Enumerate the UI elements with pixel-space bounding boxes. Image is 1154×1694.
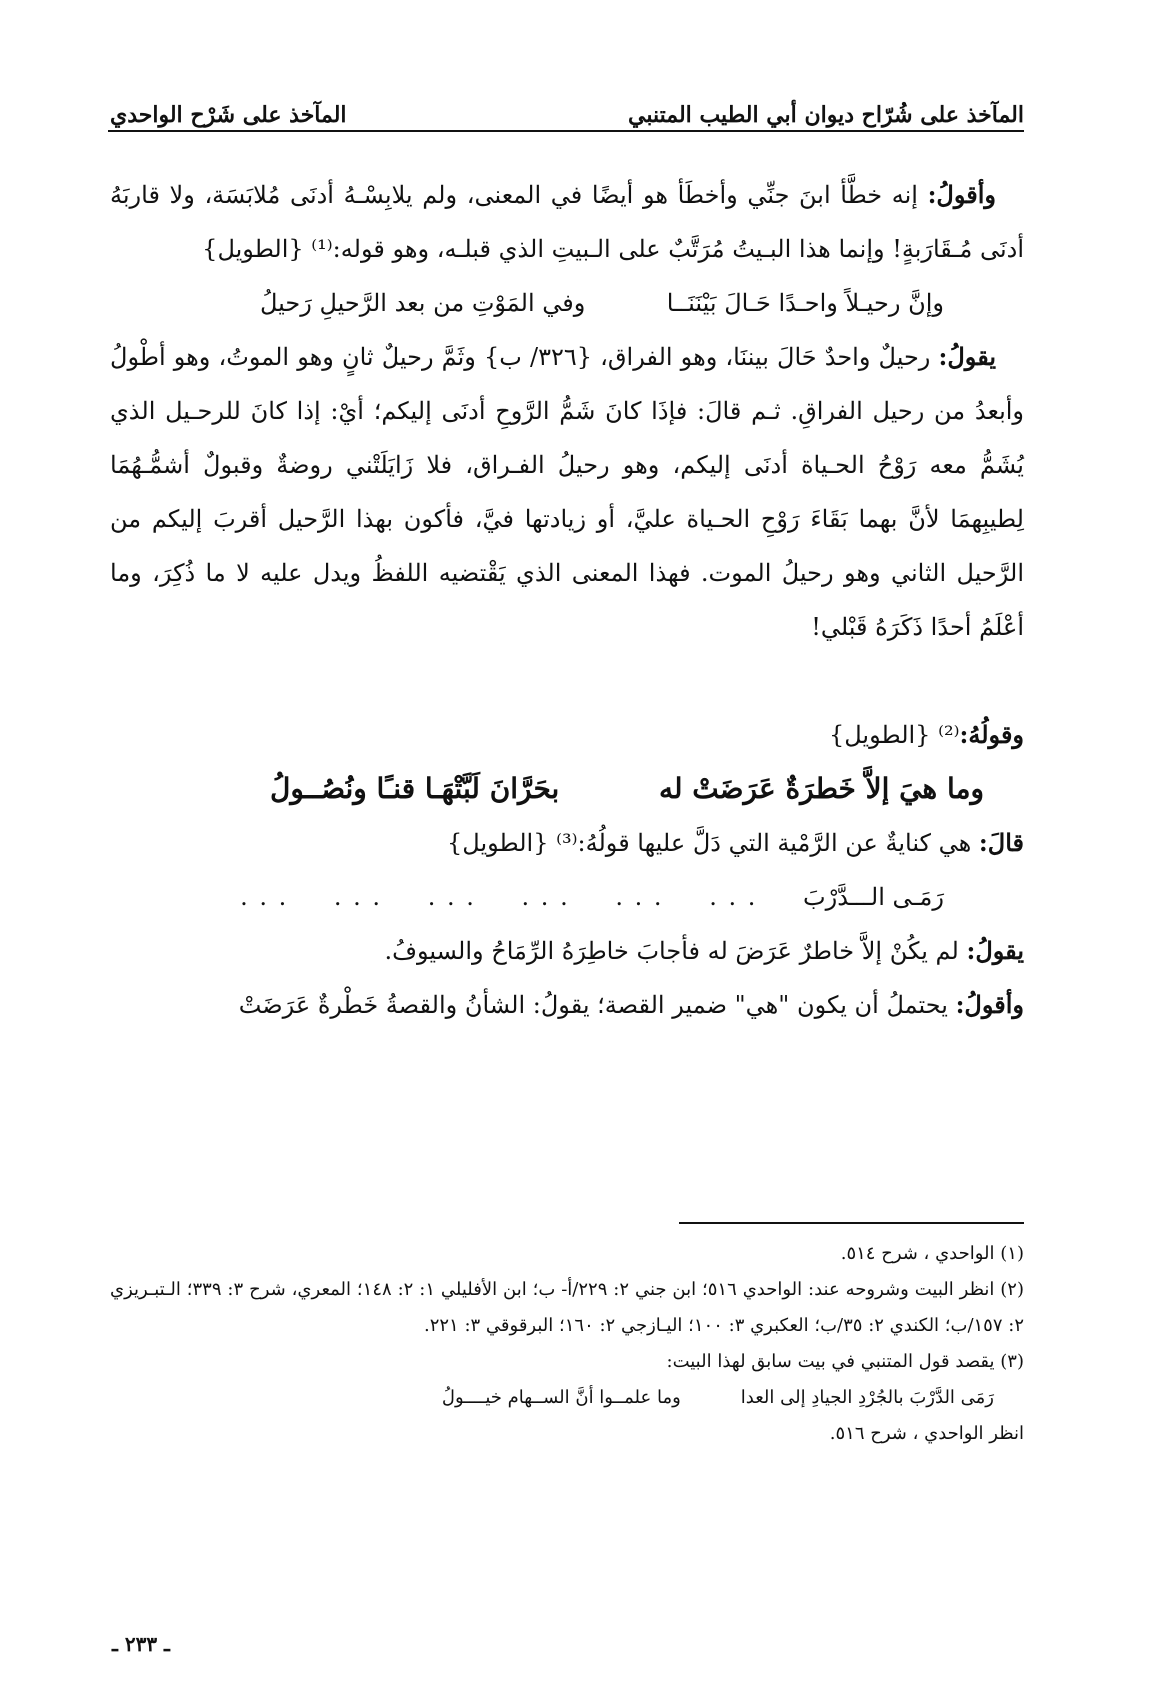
paragraph-3 <box>110 708 1024 762</box>
footnote-1: (١) الواحدي ، شرح ٥١٤. <box>840 1243 1024 1264</box>
ellipsis: . . . <box>521 883 570 911</box>
verse-hemistich-first: وإنَّ رحيـلاً واحـدًا حَـالَ بَيْنَنَــا <box>666 289 944 317</box>
paragraph-5 <box>110 924 1024 978</box>
header-book-title: المآخذ على شُرّاح ديوان أبي الطيب المتنبي <box>628 102 1024 128</box>
header-section-title: المآخذ على شَرْح الواحدي <box>110 102 347 128</box>
verse-2 <box>110 762 1024 816</box>
footnote-3: (٣) يقصد قول المتنبي في بيت سابق لهذا البيت: <box>666 1351 1024 1372</box>
footnote-3-verse <box>110 1380 1024 1416</box>
paragraph-lead: يقولُ: <box>938 342 997 371</box>
running-header <box>110 88 1024 128</box>
verse-hemistich-first: رَمَـى الـــدَّرْبَ <box>803 883 944 911</box>
paragraph-1 <box>110 168 1024 276</box>
footnote-3-reference: انظر الواحدي ، شرح ٥١٦. <box>829 1423 1024 1444</box>
ellipsis: . . . <box>427 883 476 911</box>
footnotes <box>110 1236 1024 1452</box>
footnote-2: (٢) انظر البيت وشروحه عند: الواحدي ٥١٦؛ ابن جني ٢: ٢٢٩/أ- ب؛ ابن الأفليلي ١: ٢: ١٤٨؛ المعري، شرح ٣: ٣٣٩؛ الـتبـريزي ٢: ١٥٧/ب؛ الكندي ٢: ٣٥/ب؛ العكبري ٣: ١٠٠؛ اليـازجي ٢: ١٦٠؛ البرقوقي ٣: ٢٢١. <box>110 1279 1024 1336</box>
verse-hemistich-first: وما هيَ إلاَّ خَطرَةٌ عَرَضَتْ له <box>658 772 984 805</box>
ellipsis: . . . <box>615 883 664 911</box>
paragraph-text: رحيلٌ واحدٌ حَالَ بيننَا، وهو الفراق، {٣٢٦/ ب} وثَمَّ رحيلٌ ثانٍ وهو الموتُ، وهو أطْولُ وأبعدُ من رحيل الفراقِ. ثـم قالَ: فإذَا كانَ شَمُّ الرَّوحِ أدنَى إليكم؛ أيْ: إذا كانَ للرحـيل الذي يُشَمُّ معه رَوْحُ الحـياة أدنَى إليكم، وهو رحيلُ الفـراق، فلا زَايَلَتْني روضةٌ وقبولٌ أشمُّـهُمَا لِطيبِهمَا لأنَّ بهما بَقَاءَ رَوْحِ الحـياة عليَّ، أو زيادتها فيَّ، فأكون بهذا الرَّحيل أقربَ إليكم من الرَّحيل الثاني وهو رحيلُ الموت. فهذا المعنى الذي يَقْتضيه اللفظُ ويدل عليه لا ما ذُكِرَ، وما أعْلَمُ أحدًا ذَكَرَهُ قَبْلي! <box>110 343 1024 641</box>
paragraph-lead: قالَ: <box>978 828 1024 857</box>
paragraph-lead: يقولُ: <box>966 936 1024 965</box>
paragraph-text: هي كنايةٌ عن الرَّمْية التي دَلَّ عليها قولُهُ:⁽³⁾ {الطويل} <box>447 829 979 857</box>
verse-hemistich-second: وما علمــوا أنَّ الســهام خيــــولُ <box>441 1387 681 1408</box>
ellipsis: . . . <box>709 883 758 911</box>
page-number: ـ ٢٣٣ ـ <box>112 1632 170 1656</box>
section-gap <box>110 654 1024 708</box>
paragraph-text: ⁽²⁾ {الطويل} <box>828 721 960 749</box>
verse-hemistich-first: رَمَى الدَّرْبَ بالجُرْدِ الجيادِ إلى العدا <box>740 1387 994 1408</box>
verse-1 <box>110 276 1024 330</box>
paragraph-text: يحتملُ أن يكون "هي" ضمير القصة؛ يقولُ: الشأنُ والقصةُ خَطْرةٌ عَرَضَتْ <box>238 991 956 1019</box>
paragraph-text: إنه خطَّأ ابنَ جنِّي وأخطَأ هو أيضًا في المعنى، ولم يلابِسْـهُ أدنَى مُلابَسَة، ولا قاربَهُ أدنَى مُـقَارَبةٍ! وإنما هذا البـيتُ مُرَتَّبٌ على الـبيتِ الذي قبلـه، وهو قوله:⁽¹⁾ {الطويل} <box>110 181 1024 263</box>
paragraph-lead: وأقولُ: <box>927 180 996 209</box>
paragraph-6 <box>110 978 1024 1032</box>
header-divider <box>108 130 1024 132</box>
paragraph-4 <box>110 816 1024 870</box>
paragraph-2 <box>110 330 1024 654</box>
verse-hemistich-second: بحَرَّانَ لَبَّتْهَـا قنـًا ونُصُــولُ <box>270 772 560 805</box>
paragraph-text: لم يكُنْ إلاَّ خاطرٌ عَرَضَ له فأجابَ خاطِرَهُ الرِّمَاحُ والسيوفُ. <box>384 937 967 965</box>
verse-hemistich-second: وفي المَوْتِ من بعد الرَّحيلِ رَحيلُ <box>260 289 586 317</box>
ellipsis: . . . <box>333 883 383 911</box>
verse-3 <box>110 870 1024 924</box>
main-text <box>110 168 1024 1032</box>
ellipsis: . . . <box>240 883 289 911</box>
footnote-divider <box>679 1222 1024 1224</box>
paragraph-lead: وأقولُ: <box>955 990 1024 1019</box>
paragraph-lead: وقولُهُ: <box>959 720 1024 749</box>
